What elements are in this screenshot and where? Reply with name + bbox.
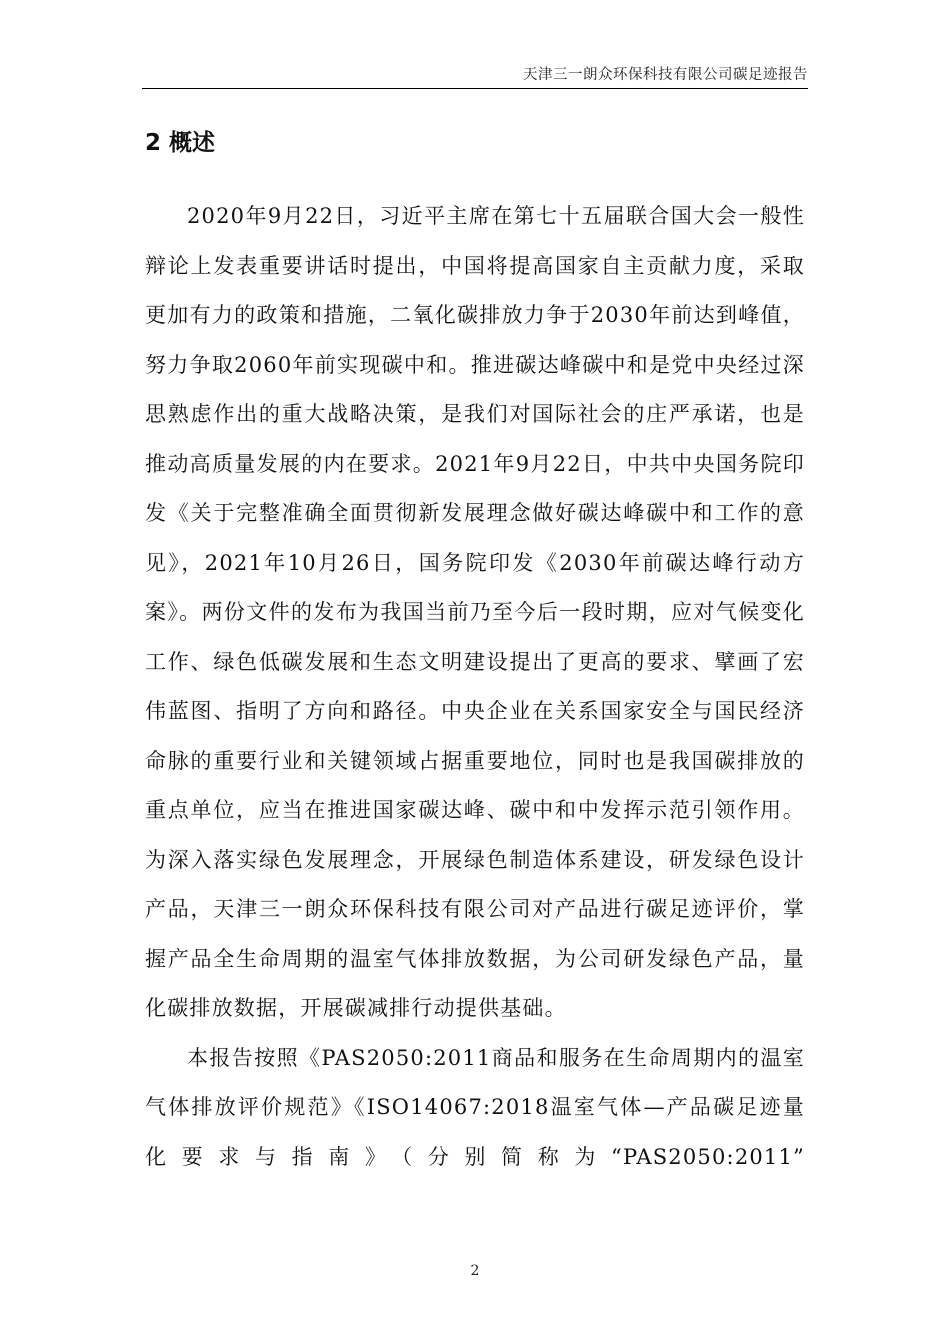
- running-header: [142, 62, 808, 89]
- page-number: 2: [470, 1263, 480, 1279]
- page-body: [145, 120, 805, 1182]
- body-paragraph: 2020年9月22日，习近平主席在第七十五届联合国大会一般性辩论上发表重要讲话时提出，中国将提高国家自主贡献力度，采取更加有力的政策和措施，二氧化碳排放力争于2030年前达到峰值，努力争取2060年前实现碳中和。推进碳达峰碳中和是党中央经过深思熟虑作出的重大战略决策，是我们对国际社会的庄严承诺，也是推动高质量发展的内在要求。2021年9月22日，中共中央国务院印发《关于完整准确全面贯彻新发展理念做好碳达峰碳中和工作的意见》，2021年10月26日，国务院印发《2030年前碳达峰行动方案》。两份文件的发布为我国当前乃至今后一段时期，应对气候变化工作、绿色低碳发展和生态文明建设提出了更高的要求、擘画了宏伟蓝图、指明了方向和路径。中央企业在关系国家安全与国民经济命脉的重要行业和关键领域占据重要地位，同时也是我国碳排放的重点单位，应当在推进国家碳达峰、碳中和中发挥示范引领作用。为深入落实绿色发展理念，开展绿色制造体系建设，研发绿色设计产品，天津三一朗众环保科技有限公司对产品进行碳足迹评价，掌握产品全生命周期的温室气体排放数据，为公司研发绿色产品，量化碳排放数据，开展碳减排行动提供基础。: [145, 204, 805, 1020]
- section-heading: 2 概述: [145, 130, 216, 156]
- header-title: 天津三一朗众环保科技有限公司碳足迹报告: [523, 67, 808, 83]
- body-paragraph: 本报告按照《PAS2050:2011商品和服务在生命周期内的温室气体排放评价规范》《ISO14067:2018温室气体—产品碳足迹量化要求与指南》（分别简称为“PAS2050:2011”: [145, 1045, 805, 1169]
